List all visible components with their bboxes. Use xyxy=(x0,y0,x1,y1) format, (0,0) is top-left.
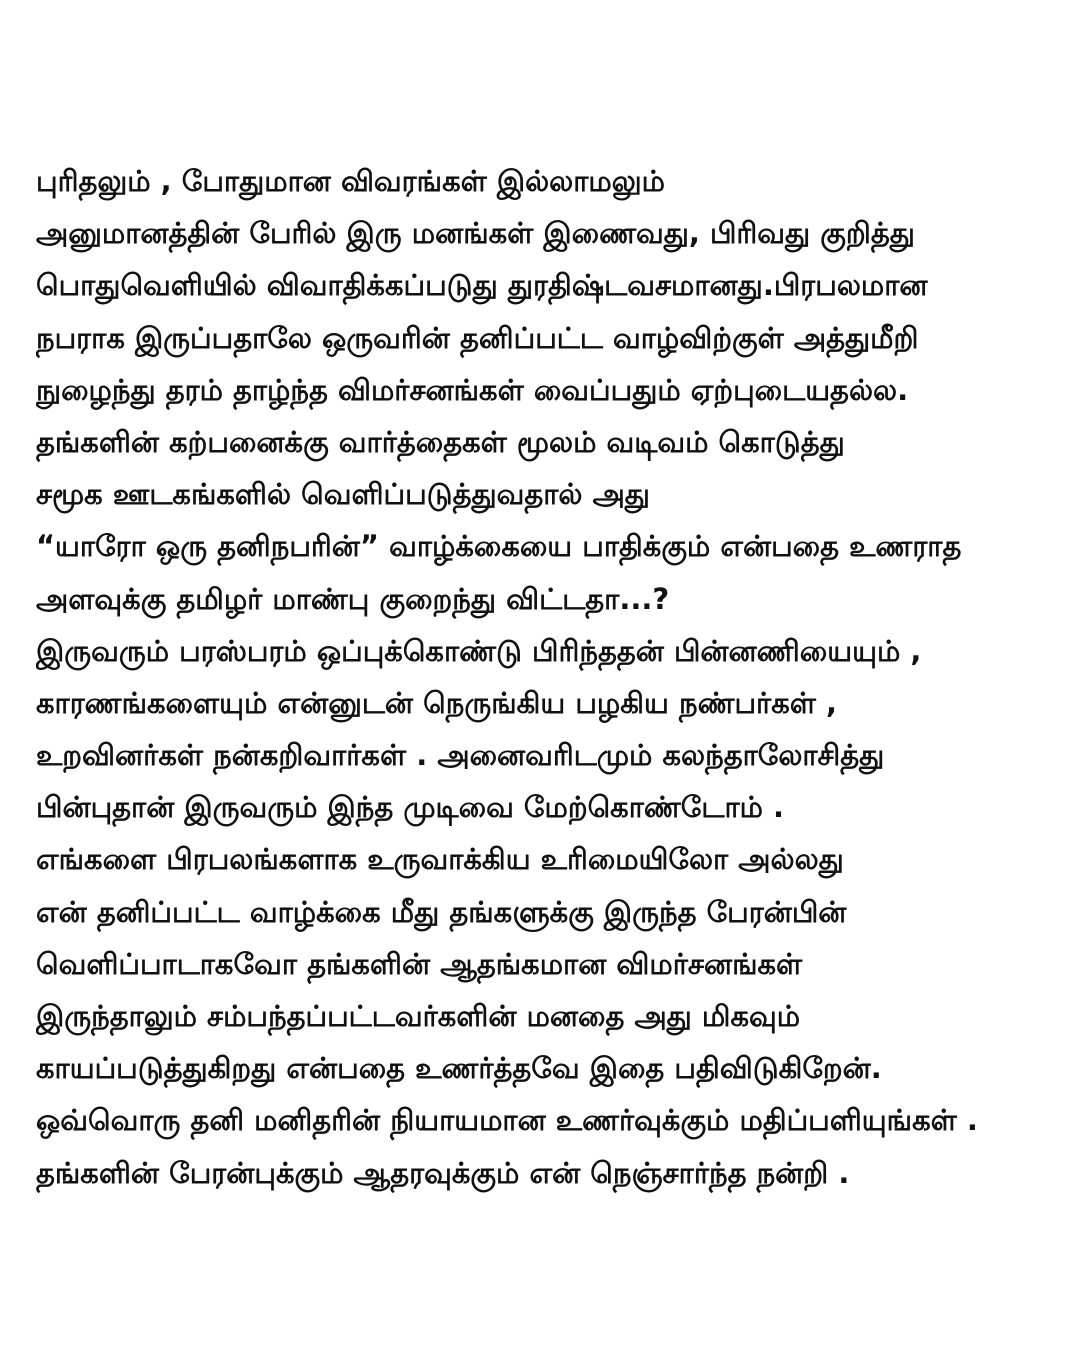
text-line-2: அனுமானத்தின் பேரில் இரு மனங்கள் இணைவது, பிரிவது குறித்து xyxy=(36,216,915,251)
text-line-20: தங்களின் பேரன்புக்கும் ஆதரவுக்கும் என் நெஞ்சார்ந்த நன்றி . xyxy=(36,1155,850,1190)
text-line-1: புரிதலும் , போதுமான விவரங்கள் இல்லாமலும் xyxy=(36,164,665,198)
text-line-3: பொதுவெளியில் விவாதிக்கப்படுது துரதிஷ்டவசமானது.பிரபலமான xyxy=(36,268,928,303)
text-line-15: என் தனிப்பட்ட வாழ்க்கை மீது தங்களுக்கு இருந்த பேரன்பின் xyxy=(36,894,847,929)
text-line-12: உறவினர்கள் நன்கறிவார்கள் . அனைவரிடமும் கலந்தாலோசித்து xyxy=(36,738,885,773)
text-line-18: காயப்படுத்துகிறது என்பதை உணர்த்தவே இதை பதிவிடுகிறேன். xyxy=(36,1051,882,1086)
text-line-4: நபராக இருப்பதாலே ஒருவரின் தனிப்பட்ட வாழ்விற்குள் அத்துமீறி xyxy=(36,320,919,355)
text-line-17: இருந்தாலும் சம்பந்தப்பட்டவர்களின் மனதை அது மிகவும் xyxy=(36,999,801,1033)
text-line-13: பின்புதான் இருவரும் இந்த முடிவை மேற்கொண்டோம் . xyxy=(36,790,785,825)
text-line-8: “யாரோ ஒரு தனிநபரின்” வாழ்க்கையை பாதிக்கும் என்பதை உணராத xyxy=(36,529,962,564)
text-line-5: நுழைந்து தரம் தாழ்ந்த விமர்சனங்கள் வைப்பதும் ஏற்புடையதல்ல. xyxy=(36,372,909,407)
document-body xyxy=(36,155,1046,1199)
text-line-9: அளவுக்கு தமிழர் மாண்பு குறைந்து விட்டதா...? xyxy=(36,581,670,616)
text-line-11: காரணங்களையும் என்னுடன் நெருங்கிய பழகிய நண்பர்கள் , xyxy=(36,685,838,720)
text-line-14: எங்களை பிரபலங்களாக உருவாக்கிய உரிமையிலோ அல்லது xyxy=(36,842,844,877)
text-line-16: வெளிப்பாடாகவோ தங்களின் ஆதங்கமான விமர்சனங்கள் xyxy=(36,946,803,981)
text-line-6: தங்களின் கற்பனைக்கு வார்த்தைகள் மூலம் வடிவம் கொடுத்து xyxy=(36,424,845,459)
text-line-19: ஒவ்வொரு தனி மனிதரின் நியாயமான உணர்வுக்கும் மதிப்பளியுங்கள் . xyxy=(36,1103,978,1138)
text-line-7: சமூக ஊடகங்களில் வெளிப்படுத்துவதால் அது xyxy=(36,477,650,512)
text-line-10: இருவரும் பரஸ்பரம் ஒப்புக்கொண்டு பிரிந்ததன் பின்னணியையும் , xyxy=(36,633,922,668)
